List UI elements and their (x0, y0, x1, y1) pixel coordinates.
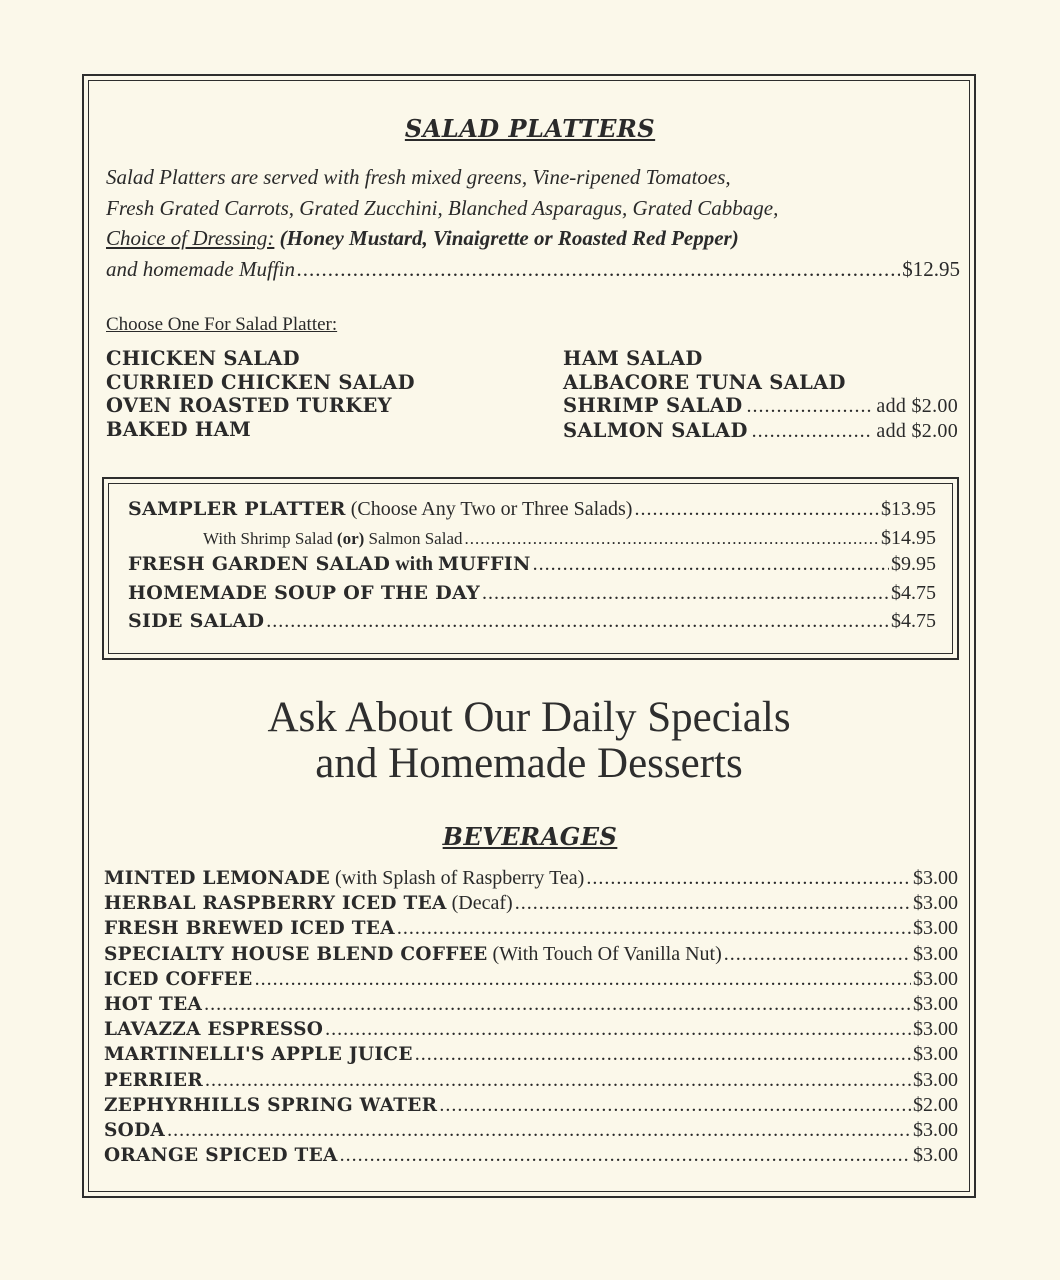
dot-leader (397, 917, 911, 940)
soup-row (128, 582, 936, 605)
dot-leader (634, 498, 879, 521)
item-name-with: with (395, 553, 433, 575)
list-item: HAM SALAD (563, 347, 703, 370)
item-price: $14.95 (881, 527, 936, 549)
item-label (104, 1144, 338, 1167)
item-name: SPECIALTY HOUSE BLEND COFFEE (104, 943, 488, 965)
item-name: PERRIER (104, 1069, 203, 1091)
item-label (104, 867, 584, 890)
right-choices-list (563, 347, 958, 443)
item-note-or: (or) (336, 529, 365, 548)
item-name: SODA (104, 1120, 166, 1141)
dot-leader (297, 254, 900, 285)
dot-leader (515, 892, 911, 915)
beverage-row (104, 867, 958, 890)
item-name: ZEPHYRHILLS SPRING WATER (104, 1094, 438, 1116)
item-name: MARTINELLI'S APPLE JUICE (104, 1044, 413, 1066)
salad-platters-title: SALAD PLATTERS (404, 114, 656, 143)
platter-price-line (106, 254, 960, 285)
item-label (104, 917, 395, 940)
item-price: $3.00 (913, 1043, 958, 1066)
list-item: CHICKEN SALAD (106, 347, 300, 370)
item-label (128, 553, 531, 576)
item-price: $9.95 (891, 553, 936, 575)
item-label (104, 1094, 437, 1117)
item-price: $3.00 (913, 917, 958, 940)
beverage-row (104, 917, 958, 940)
item-price: $3.00 (913, 867, 958, 889)
dressing-label: Choice of Dressing: (106, 226, 275, 250)
dot-leader (340, 1144, 911, 1167)
item-name: LAVAZZA ESPRESSO (104, 1019, 324, 1041)
dot-leader (325, 1018, 911, 1041)
item-label (104, 993, 202, 1016)
item-price: $3.00 (913, 1068, 958, 1091)
beverage-row (104, 1018, 958, 1041)
sampler-platter-row (128, 498, 936, 521)
item-name: MUFFIN (437, 553, 531, 575)
item-label (203, 529, 463, 549)
item-label (128, 498, 632, 521)
item-label (104, 1069, 203, 1092)
item-label (104, 892, 513, 915)
specials-line-2: and Homemade Desserts (315, 740, 743, 787)
dot-leader (724, 943, 911, 966)
dot-leader (533, 553, 889, 576)
item-price: $4.75 (891, 610, 936, 632)
list-item: CURRIED CHICKEN SALAD (106, 370, 415, 394)
item-price: $4.75 (891, 582, 936, 604)
item-label (104, 1018, 323, 1041)
intro-line-1: Salad Platters are served with fresh mixed greens, Vine-ripened Tomatoes, (106, 165, 731, 189)
dot-leader (266, 610, 889, 633)
item-label (104, 1119, 165, 1142)
add-price: add $2.00 (876, 395, 958, 417)
item-price: $3.00 (913, 942, 958, 965)
beverage-row (104, 968, 958, 991)
item-name: FRESH GARDEN SALAD (128, 553, 391, 575)
list-item: BAKED HAM (106, 417, 251, 441)
item-name: FRESH BREWED ICED TEA (104, 918, 395, 940)
beverage-row (104, 1144, 958, 1167)
dot-leader (746, 395, 872, 419)
beverage-row (104, 1043, 958, 1066)
item-name: ORANGE SPICED TEA (104, 1145, 338, 1167)
beverage-row (104, 993, 958, 1016)
beverage-row (104, 943, 958, 966)
item-note: Salmon Salad (368, 529, 463, 548)
dot-leader (482, 582, 889, 605)
item-note: (Choose Any Two or Three Salads) (350, 498, 633, 520)
item-name: HOMEMADE SOUP OF THE DAY (128, 582, 480, 604)
item-note: (Decaf) (451, 892, 513, 915)
choice-name: SHRIMP SALAD (563, 394, 743, 417)
item-label (104, 943, 722, 966)
dot-leader (439, 1094, 911, 1117)
dot-leader (255, 968, 911, 991)
item-name: ICED COFFEE (104, 968, 253, 990)
platter-price: $12.95 (902, 256, 960, 281)
item-price: $3.00 (913, 1144, 958, 1167)
dot-leader (204, 993, 911, 1016)
intro-line-2: Fresh Grated Carrots, Grated Zucchini, Blanched Asparagus, Grated Cabbage, (106, 195, 779, 220)
item-price: $3.00 (913, 993, 958, 1015)
dot-leader (205, 1069, 911, 1092)
item-label (104, 968, 253, 991)
item-note: (With Touch Of Vanilla Nut) (492, 942, 722, 965)
item-name: SIDE SALAD (128, 610, 265, 632)
list-item: ALBACORE TUNA SALAD (563, 370, 846, 394)
item-price: $3.00 (913, 967, 958, 990)
item-price: $3.00 (913, 1018, 958, 1041)
garden-salad-row (128, 553, 936, 576)
dot-leader (752, 420, 873, 444)
list-item (563, 394, 958, 419)
choose-one-label: Choose One For Salad Platter: (106, 314, 338, 335)
item-note: With Shrimp Salad (203, 529, 333, 548)
choice-name: SALMON SALAD (563, 418, 748, 442)
side-salad-row (128, 610, 936, 633)
item-price: $2.00 (913, 1093, 958, 1116)
specials-line-1: Ask About Our Daily Specials (267, 694, 791, 741)
dot-leader (167, 1119, 911, 1142)
beverage-row (104, 1119, 958, 1142)
item-name: HERBAL RASPBERRY ICED TEA (104, 893, 447, 915)
dressing-options: (Honey Mustard, Vinaigrette or Roasted Red Pepper) (279, 226, 739, 250)
item-name: HOT TEA (104, 994, 203, 1015)
item-price: $3.00 (913, 1119, 958, 1141)
add-price: add $2.00 (876, 419, 958, 442)
beverage-row (104, 1069, 958, 1092)
list-item (563, 419, 958, 444)
salad-platters-description (106, 162, 966, 284)
list-item: OVEN ROASTED TURKEY (106, 394, 392, 417)
item-name: MINTED LEMONADE (104, 868, 331, 889)
dot-leader (465, 529, 880, 549)
item-label (104, 1043, 413, 1066)
item-price: $3.00 (913, 892, 958, 915)
intro-line-3 (106, 223, 966, 254)
intro-line-4: and homemade Muffin (106, 256, 295, 281)
item-note: (with Splash of Raspberry Tea) (335, 867, 585, 889)
item-price: $13.95 (881, 498, 936, 520)
left-choices-list (106, 347, 415, 441)
dot-leader (586, 867, 911, 890)
item-name: SAMPLER PLATTER (128, 498, 346, 520)
dot-leader (415, 1043, 911, 1066)
sampler-upgrade-row (203, 527, 936, 550)
beverage-row (104, 1094, 958, 1117)
beverage-row (104, 892, 958, 915)
beverages-title: BEVERAGES (442, 822, 618, 851)
